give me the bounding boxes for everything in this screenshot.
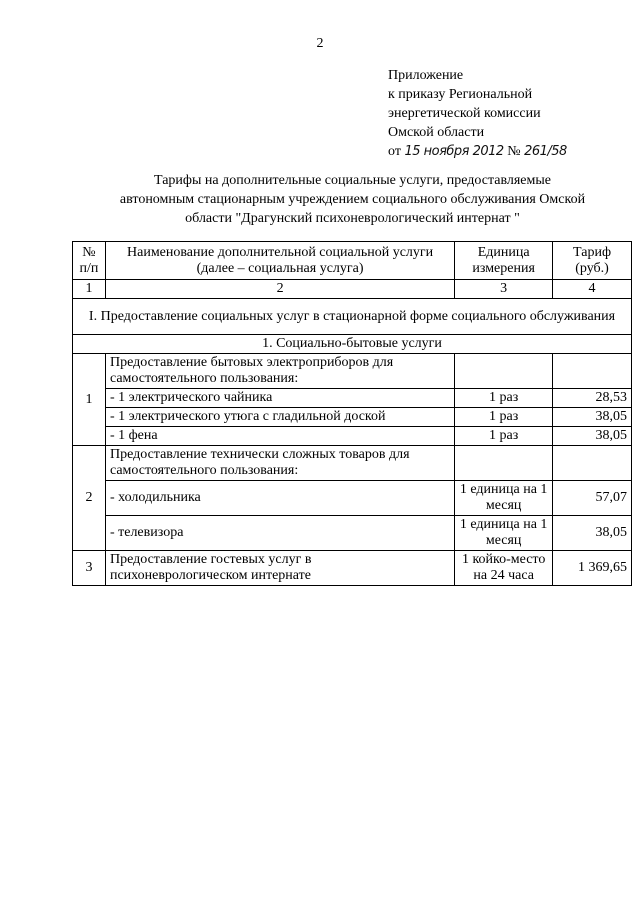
group-2-title: Предоставление технически сложных товаров для самостоятельного пользования: (105, 446, 454, 481)
header-name: Наименование дополнительной социальной услуги (далее – социальная услуга) (105, 242, 454, 280)
group-3-num: 3 (73, 551, 106, 586)
group-1-title-row (73, 354, 632, 389)
item-tariff: 57,07 (553, 481, 632, 516)
tariff-table (72, 241, 632, 586)
item-unit: 1 единица на 1 месяц (455, 516, 553, 551)
table-row (73, 389, 632, 408)
item-name: Предоставление гостевых услуг в психоневрологическом интернате (105, 551, 454, 586)
item-name: - 1 фена (105, 427, 454, 446)
appendix-block (388, 66, 567, 161)
handwritten-number: 261/58 (524, 144, 567, 159)
item-unit: 1 раз (455, 427, 553, 446)
title-line-3: области "Драгунский психоневрологический интернат " (185, 211, 520, 226)
item-unit: 1 койко-место на 24 часа (455, 551, 553, 586)
group-1-num: 1 (73, 354, 106, 446)
section-row (73, 299, 632, 335)
document-title (90, 171, 615, 228)
item-unit: 1 единица на 1 месяц (455, 481, 553, 516)
col-number-3: 3 (455, 280, 553, 299)
item-unit: 1 раз (455, 389, 553, 408)
title-line-1: Тарифы на дополнительные социальные услуги, предоставляемые (153, 173, 552, 188)
column-number-row (73, 280, 632, 299)
group-2-num: 2 (73, 446, 106, 551)
page-number: 2 (316, 36, 324, 51)
table-row (73, 408, 632, 427)
col-number-4: 4 (553, 280, 632, 299)
appendix-date-line (388, 142, 567, 161)
col-number-1: 1 (73, 280, 106, 299)
item-tariff: 38,05 (553, 427, 632, 446)
empty-cell (455, 354, 553, 389)
col-number-2: 2 (105, 280, 454, 299)
header-unit: Единица измерения (455, 242, 553, 280)
header-tariff: Тариф (руб.) (553, 242, 632, 280)
appendix-line-1: Приложение (388, 68, 464, 83)
group-2-title-row (73, 446, 632, 481)
item-name: - 1 электрического чайника (105, 389, 454, 408)
header-num: № п/п (73, 242, 106, 280)
section-title: I. Предоставление социальных услуг в стационарной форме социального обслуживания (73, 299, 632, 335)
date-prefix: от (388, 144, 401, 159)
item-name: - 1 электрического утюга с гладильной доской (105, 408, 454, 427)
table-row (73, 551, 632, 586)
empty-cell (553, 354, 632, 389)
item-tariff: 38,05 (553, 408, 632, 427)
table-row (73, 481, 632, 516)
appendix-line-2: к приказу Региональной (388, 87, 533, 102)
appendix-line-4: Омской области (388, 125, 485, 140)
item-name: - телевизора (105, 516, 454, 551)
table-row (73, 516, 632, 551)
number-prefix: № (507, 144, 521, 159)
appendix-line-3: энергетической комиссии (388, 106, 541, 121)
item-tariff: 38,05 (553, 516, 632, 551)
item-unit: 1 раз (455, 408, 553, 427)
group-1-title: Предоставление бытовых электроприборов для самостоятельного пользования: (105, 354, 454, 389)
title-line-2: автономным стационарным учреждением социального обслуживания Омской (119, 192, 586, 207)
item-name: - холодильника (105, 481, 454, 516)
handwritten-date: 15 ноября 2012 (404, 144, 504, 159)
item-tariff: 28,53 (553, 389, 632, 408)
empty-cell (553, 446, 632, 481)
header-row (73, 242, 632, 280)
subsection-row (73, 335, 632, 354)
empty-cell (455, 446, 553, 481)
table-row (73, 427, 632, 446)
item-tariff: 1 369,65 (553, 551, 632, 586)
subsection-title: 1. Социально-бытовые услуги (73, 335, 632, 354)
